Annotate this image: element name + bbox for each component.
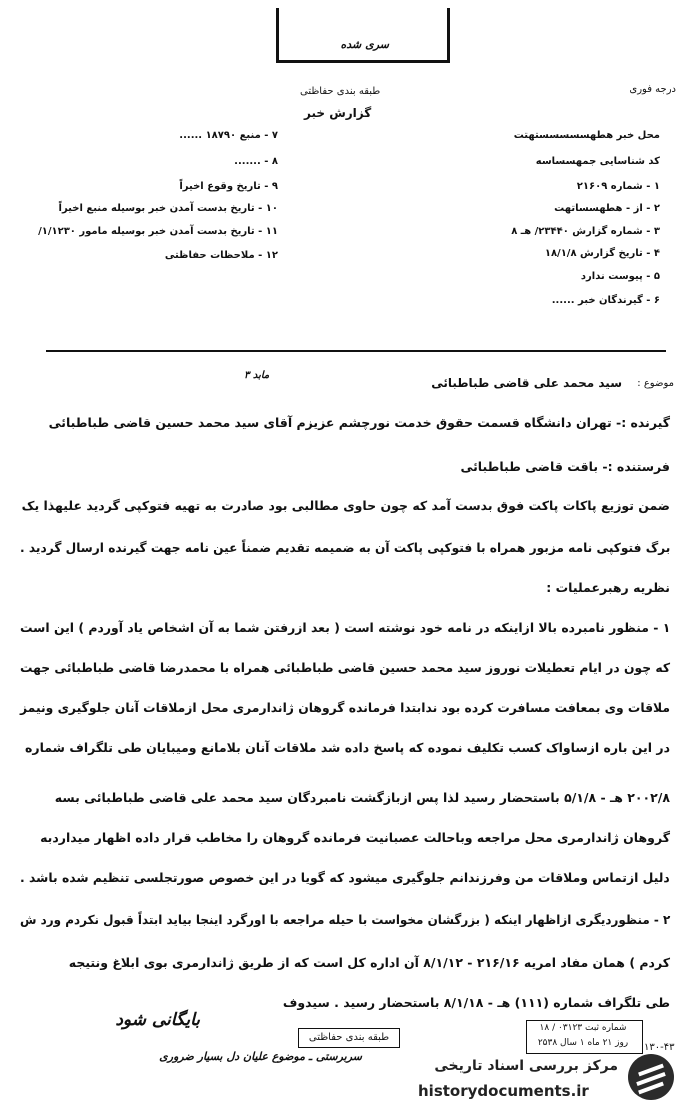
subject-label: موضوع : xyxy=(637,378,674,389)
separator-line xyxy=(46,350,666,352)
field-left: ۸ - ....... xyxy=(234,156,278,167)
classification-label: طبقه بندی حفاظتی xyxy=(300,86,381,97)
body-line: گروهان ژاندارمری محل مراجعه وباحالت عصبانیت فرمانده گروهان را مخاطب قرار داده اظهار میداردبه xyxy=(40,830,670,845)
received-stamp-line: روز ۲۱ ماه ۱ سال ۲۵۳۸ xyxy=(537,1038,629,1048)
body-line: در این باره ازساواک کسب تکلیف نموده که پاسخ داده شد ملاقات آنان بلامانع ومیبایان طی تلگراف شماره xyxy=(25,740,670,755)
document-number: ۱۳۰-۴۳ xyxy=(644,1042,675,1053)
body-line: ۲ - منظوردیگری ازاظهار اینکه ( بزرگشان مخواست با حیله مراجعه با اورگرد اینجا بیاید ابتداً قبول نکردم ورد ش xyxy=(19,912,670,927)
received-stamp-box xyxy=(526,1020,643,1054)
field-right: ۵ - پیوست ندارد xyxy=(580,271,660,282)
secret-stamp-text: سری شده xyxy=(340,38,389,51)
rating-label: درجه فوری xyxy=(629,84,676,95)
field-right: ۶ - گیرندگان خبر ...... xyxy=(551,295,660,306)
handwritten-note-right: بایگانی شود xyxy=(115,1010,200,1030)
field-right: ۴ - تاریخ گزارش ۱۸/۱/۸ xyxy=(544,248,660,259)
field-left: ۹ - تاریخ وقوع اخیراً xyxy=(179,181,278,192)
body-line: فرستنده :- باقت قاضی طباطبائی xyxy=(460,459,670,474)
body-line: دلیل ازتماس وملاقات من وفرزندانم جلوگیری میشود که گویا در این خصوص صورتجلسی تنظیم شده باشد . xyxy=(20,870,670,885)
field-right: ۱ - شماره ۲۱۶۰۹ xyxy=(576,181,660,192)
watermark-text: مرکز بررسی اسناد تاریخی xyxy=(434,1058,618,1074)
body-line: ۲۰۰۲/۸ هـ - ۵/۱/۸ باستحضار رسید لذا پس ازبازگشت نامبردگان سید محمد علی قاضی طباطبائی بسه xyxy=(54,790,670,805)
report-title: گزارش خبر xyxy=(304,106,372,120)
body-line: ملاقات وی بمعافت مسافرت کرده بود ندابتدا فرمانده گروهان ژاندارمری محل ازملاقات آنان جلوگیری ونیمز xyxy=(19,700,670,715)
watermark-url: historydocuments.ir xyxy=(418,1082,589,1100)
body-line: ۱ - منظور نامبرده بالا ازاینکه در نامه خود نوشته است ( بعد ازرفتن شما به آن اشخاص یاد آوردم ) این است xyxy=(19,620,670,635)
archive-logo-icon xyxy=(628,1054,674,1100)
subject-text: سید محمد علی قاضی طباطبائی xyxy=(431,376,622,390)
field-right: ۲ - از - هطهسساتهت xyxy=(554,203,660,214)
field-left: ۱۱ - تاریخ بدست آمدن خبر بوسیله مامور ۱/۱۲۳۰/ xyxy=(38,226,278,237)
body-line: که چون در ایام تعطیلات نوروز سید محمد حسین قاضی طباطبائی همراه با محمدرضا قاضی طباطبائی جهت xyxy=(19,660,670,675)
subject-mark: مابد ۳ xyxy=(244,370,270,381)
classification-stamp-text: طبقه بندی حفاظتی xyxy=(308,1032,390,1043)
body-line: ضمن توزیع پاکات پاکت فوق بدست آمد که چون حاوی مطالبی بود صادرت به تهیه فتوکپی گردید علیهذا یک xyxy=(21,498,670,513)
secret-stamp-box xyxy=(276,8,450,63)
field-right: محل خبر هطهسسسسستهتت xyxy=(513,130,660,141)
body-line: کردم ) همان مفاد امریه ۲۱۶/۱۶ - ۸/۱/۱۲ آن اداره کل است که از طریق ژاندارمری بوی ابلاغ ونتیجه xyxy=(68,955,670,970)
body-line: برگ فتوکپی نامه مزبور همراه با فتوکپی پاکت آن به ضمیمه تقدیم ضمناً عین نامه جهت گیرنده ارسال گردید . xyxy=(19,540,670,555)
field-right: ۳ - شماره گزارش ۲۳۴۴۰/ هـ ۸ xyxy=(511,226,660,237)
field-left: ۱۲ - ملاحظات حفاظتی xyxy=(164,250,278,261)
field-left: ۱۰ - تاریخ بدست آمدن خبر بوسیله منبع اخیراً xyxy=(58,203,278,214)
received-stamp-line: شماره ثبت ۰۳۱۲۳ / ۱۸ xyxy=(539,1023,627,1033)
field-left: ۷ - منبع ۱۸۷۹۰ ...... xyxy=(179,130,278,141)
body-line: گیرنده :- تهران دانشگاه قسمت حقوق خدمت نورچشم عزیزم آقای سید محمد حسین قاضی طباطبائی xyxy=(48,415,670,430)
handwritten-note-left: سربرستی ـ موضوع علیان دل بسیار ضروری xyxy=(159,1050,362,1063)
body-line: طی تلگراف شماره (۱۱۱) هـ - ۸/۱/۱۸ باستحضار رسید . سیدوف xyxy=(282,995,670,1010)
body-line: نظریه رهبرعملیات : xyxy=(546,580,670,595)
classification-stamp-box xyxy=(298,1028,400,1048)
field-right: کد شناسایی جمهسساسه xyxy=(535,156,660,167)
